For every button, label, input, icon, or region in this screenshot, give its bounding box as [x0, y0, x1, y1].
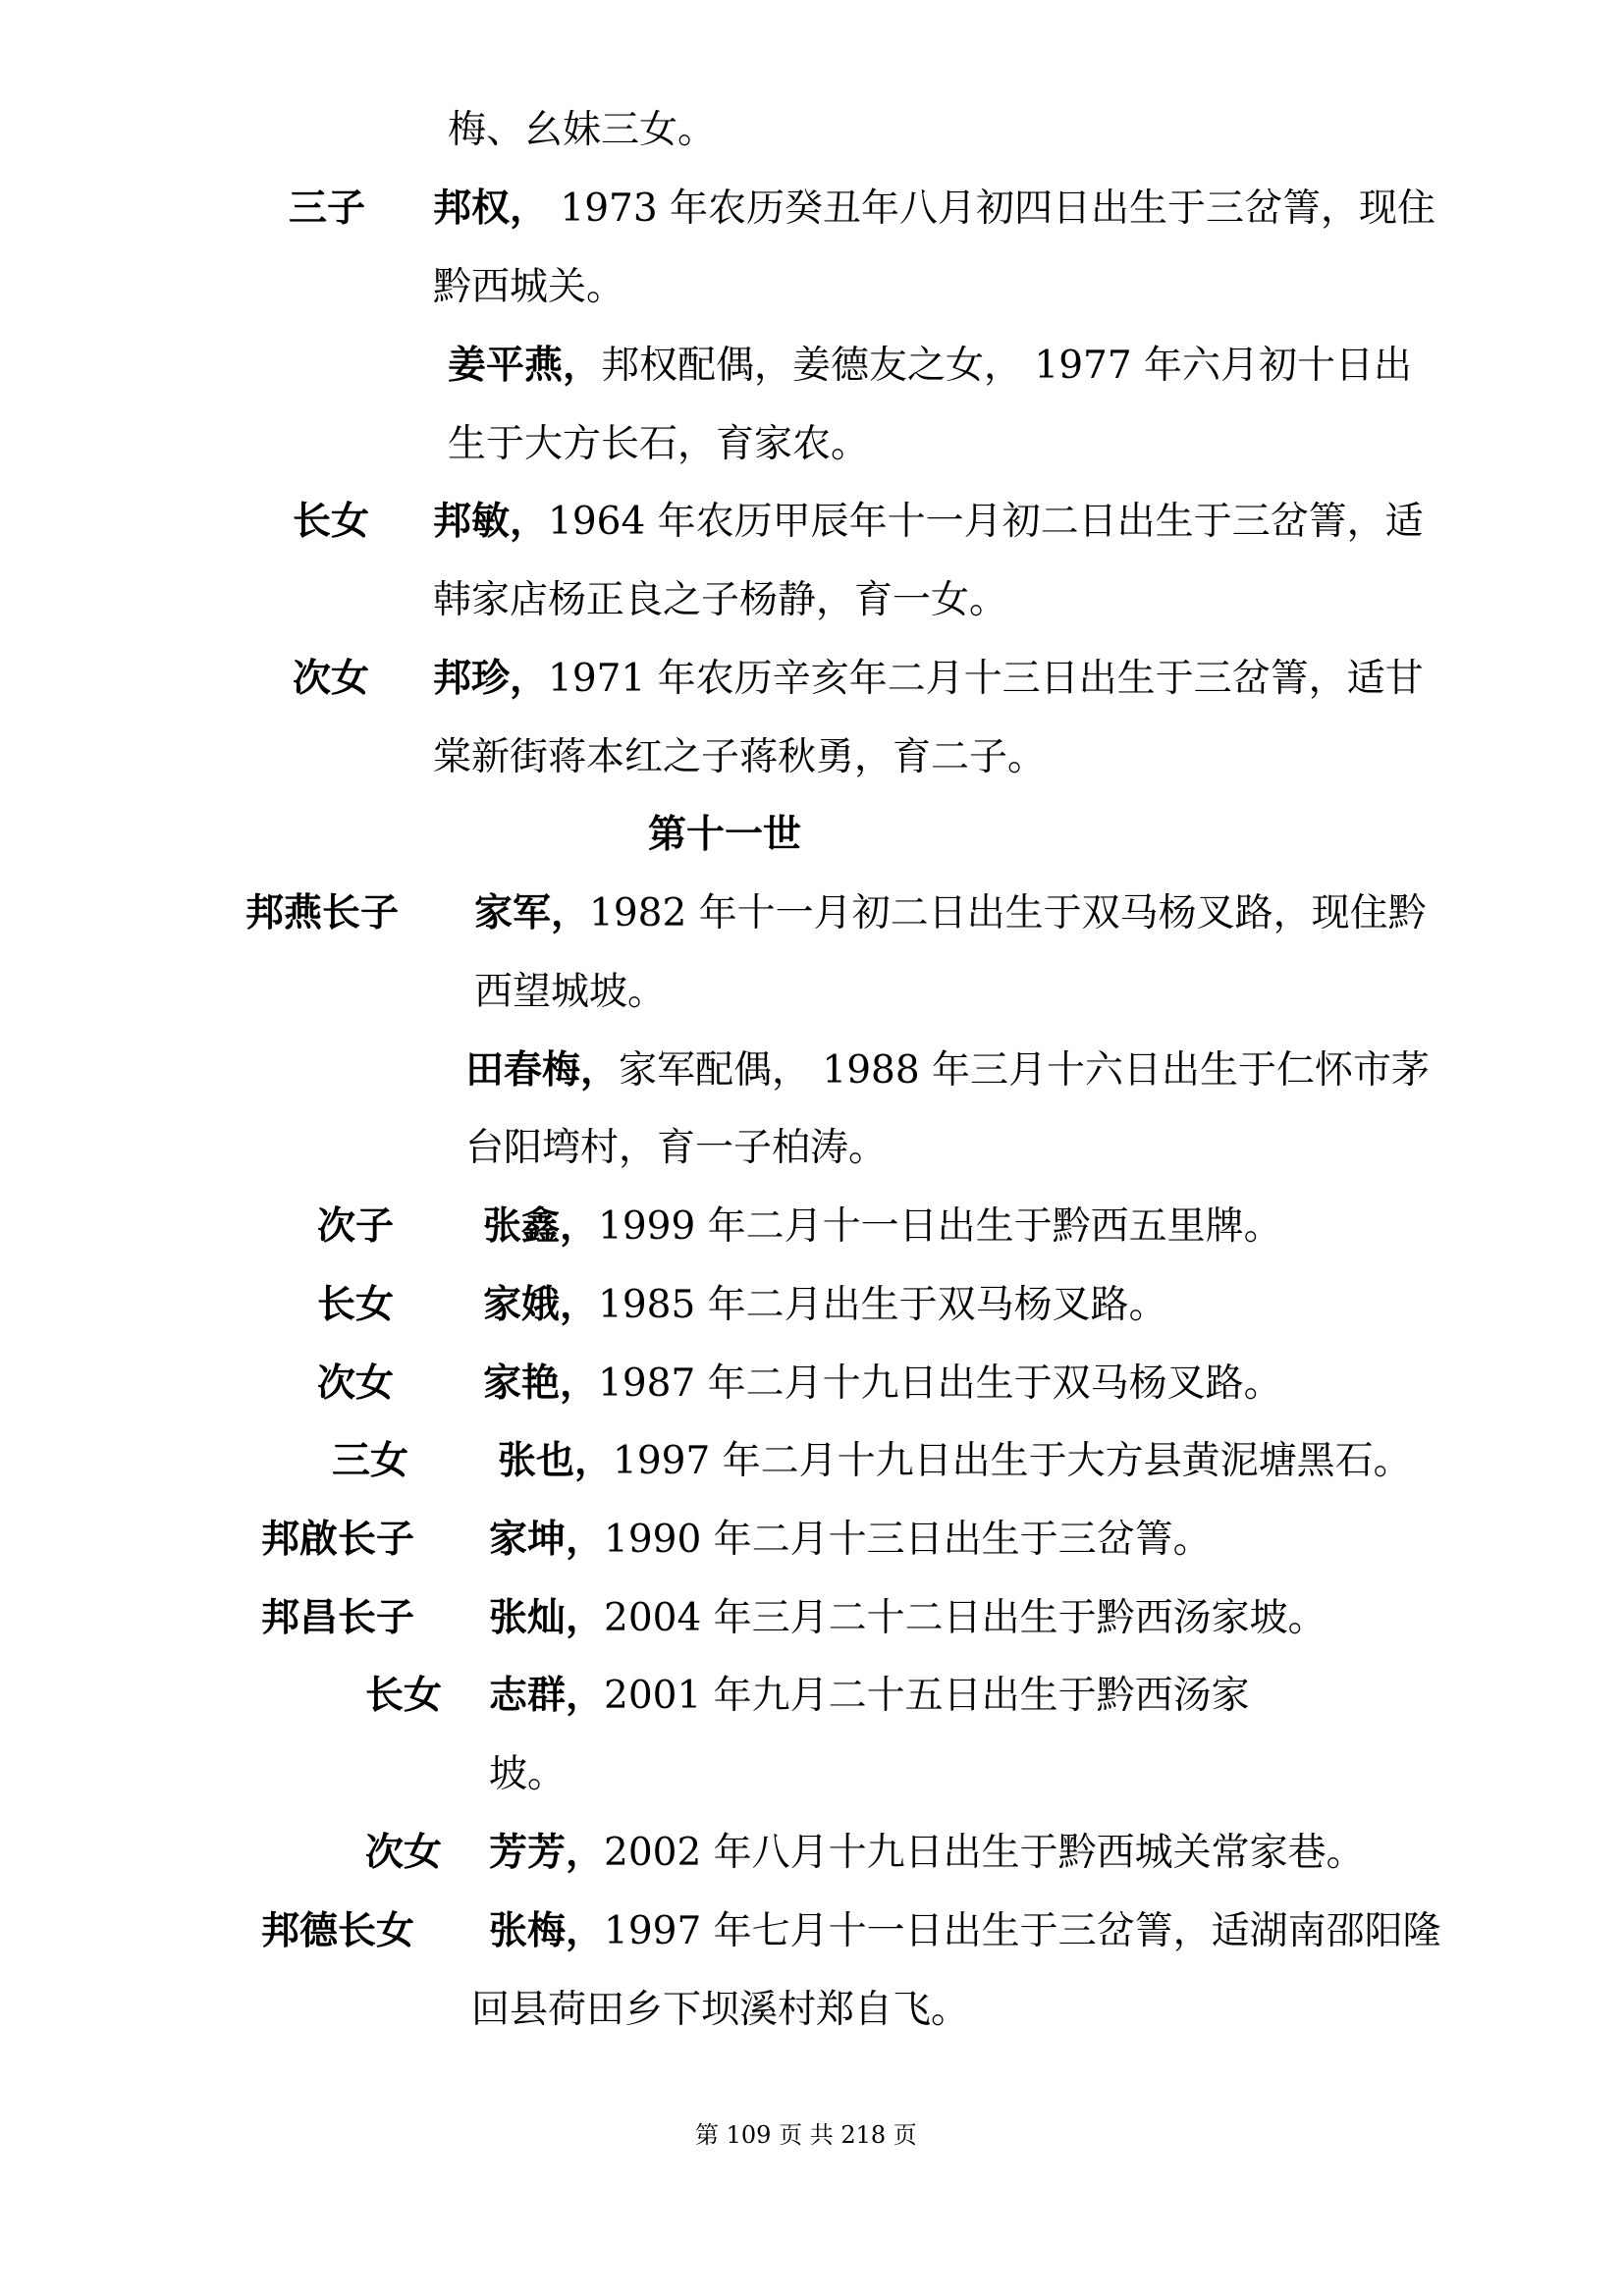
- entry-line: [489, 1909, 1441, 1953]
- text-line: 生于大方长石，育家农。: [448, 422, 870, 466]
- entry-text: 1971 年农历辛亥年二月十三日出生于三岔箐，适甘: [548, 657, 1424, 701]
- entry-text: 邦权配偶，姜德友之女， 1977 年六月初十日出: [601, 344, 1413, 388]
- entry-label: 次女: [293, 657, 370, 701]
- text-line: 回县荷田乡下坝溪村郑自飞。: [471, 1988, 970, 2032]
- person-name: 志群，: [489, 1674, 605, 1718]
- entry-text: 2001 年九月二十五日出生于黔西汤家: [604, 1674, 1250, 1718]
- entry-text: 1985 年二月出生于双马杨叉路。: [598, 1283, 1167, 1327]
- entry-line: [474, 891, 1427, 935]
- entry-label: 长女: [317, 1283, 395, 1327]
- entry-line: [483, 1362, 1282, 1406]
- person-name: 张也，: [498, 1439, 614, 1483]
- text-line: 黔西城关。: [433, 265, 625, 309]
- entry-text: 1997 年二月十九日出生于大方县黄泥塘黑石。: [613, 1439, 1412, 1483]
- entry-text: 1999 年二月十一日出生于黔西五里牌。: [598, 1204, 1282, 1249]
- person-name: 家坤，: [489, 1518, 605, 1562]
- person-name: 芳芳，: [489, 1831, 605, 1875]
- entry-text: 1973 年农历癸丑年八月初四日出生于三岔箐，现住: [548, 187, 1436, 231]
- entry-text: 1982 年十一月初二日出生于双马杨叉路，现住黔: [589, 891, 1427, 935]
- person-name: 家军，: [474, 891, 590, 935]
- entry-label: 邦燕长子: [245, 891, 400, 935]
- person-name: 张灿，: [489, 1596, 605, 1640]
- entry-line: [433, 500, 1424, 544]
- person-name: 张鑫，: [483, 1204, 599, 1249]
- text-line: 台阳塆村，育一子柏涛。: [465, 1126, 888, 1170]
- entry-line: [489, 1674, 1250, 1718]
- person-name: 张梅，: [489, 1909, 605, 1953]
- entry-line: [498, 1439, 1412, 1483]
- person-name: 邦珍，: [433, 657, 549, 701]
- person-name: 田春梅，: [465, 1048, 620, 1093]
- entry-label: 邦德长女: [261, 1909, 415, 1953]
- entry-text: 2004 年三月二十二日出生于黔西汤家坡。: [604, 1596, 1326, 1640]
- entry-label: 邦啟长子: [261, 1518, 415, 1562]
- entry-text: 1987 年二月十九日出生于双马杨叉路。: [598, 1362, 1282, 1406]
- entry-label: 次女: [317, 1362, 395, 1406]
- entry-line: [448, 344, 1413, 388]
- entry-line: [483, 1283, 1167, 1327]
- section-heading: 第十一世: [648, 813, 802, 857]
- entry-text: 1964 年农历甲辰年十一月初二日出生于三岔箐，适: [548, 500, 1424, 544]
- text-line: 棠新街蒋本红之子蒋秋勇，育二子。: [433, 735, 1047, 779]
- entry-label: 三子: [289, 187, 366, 231]
- entry-text: 1997 年七月十一日出生于三岔箐，适湖南邵阳隆: [604, 1909, 1441, 1953]
- entry-line: [433, 657, 1424, 701]
- text-line: 韩家店杨正良之子杨静，育一女。: [433, 578, 1008, 622]
- entry-label: 三女: [332, 1439, 409, 1483]
- person-name: 家艳，: [483, 1362, 599, 1406]
- entry-text: 1990 年二月十三日出生于三岔箐。: [604, 1518, 1212, 1562]
- entry-line: [489, 1596, 1326, 1640]
- entry-line: [465, 1048, 1431, 1093]
- person-name: 邦敏，: [433, 500, 549, 544]
- entry-line: [489, 1518, 1212, 1562]
- text-line: 西望城坡。: [474, 970, 667, 1014]
- person-name: 邦权，: [433, 187, 549, 231]
- entry-text: 家军配偶， 1988 年三月十六日出生于仁怀市茅: [619, 1048, 1431, 1093]
- text-line: 坡。: [489, 1752, 567, 1796]
- entry-label: 长女: [365, 1674, 443, 1718]
- person-name: 姜平燕，: [448, 344, 602, 388]
- page-footer: 第 109 页 共 218 页: [695, 2121, 917, 2149]
- entry-label: 邦昌长子: [261, 1596, 415, 1640]
- entry-line: [433, 187, 1436, 231]
- person-name: 家娥，: [483, 1283, 599, 1327]
- entry-line: [483, 1204, 1282, 1249]
- entry-label: 次子: [317, 1204, 395, 1249]
- entry-text: 2002 年八月十九日出生于黔西城关常家巷。: [604, 1831, 1365, 1875]
- entry-label: 次女: [365, 1831, 443, 1875]
- entry-line: [489, 1831, 1365, 1875]
- text-line: 梅、幺妹三女。: [448, 108, 717, 152]
- entry-label: 长女: [293, 500, 370, 544]
